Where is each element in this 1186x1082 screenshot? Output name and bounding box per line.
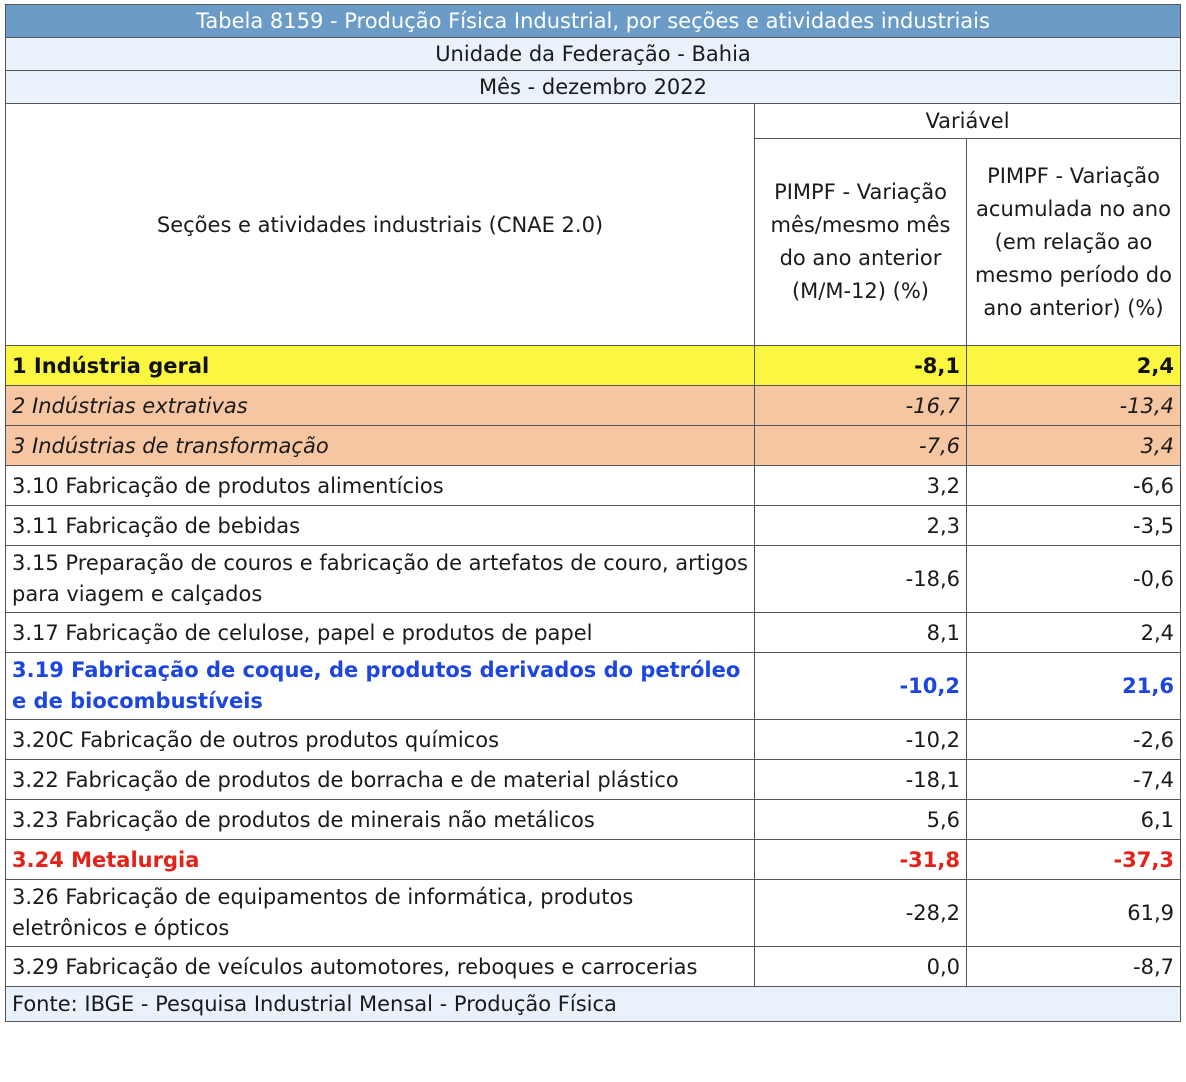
col2-header: PIMPF - Variação acumulada no ano (em relação ao mesmo período do ano anterior) (%) [967,139,1181,346]
row-value-m12: -18,1 [755,760,967,800]
row-value-m12: -18,6 [755,546,967,613]
row-label: 3.22 Fabricação de produtos de borracha e de material plástico [6,760,755,800]
row-label: 3.26 Fabricação de equipamentos de informática, produtos eletrônicos e ópticos [6,880,755,947]
row-value-acum: -3,5 [967,506,1181,546]
row-value-m12: -7,6 [755,426,967,466]
row-value-acum: 6,1 [967,800,1181,840]
table-row [6,947,1181,987]
table-row [6,880,1181,947]
row-header: Seções e atividades industriais (CNAE 2.0) [6,104,755,346]
month-row [6,71,1181,104]
table-row [6,546,1181,613]
table-row [6,346,1181,386]
row-label: 3.11 Fabricação de bebidas [6,506,755,546]
table-title: Tabela 8159 - Produção Física Industrial, por seções e atividades industriais [6,5,1181,38]
table-row [6,720,1181,760]
row-value-m12: -10,2 [755,653,967,720]
row-value-acum: -7,4 [967,760,1181,800]
row-value-acum: -37,3 [967,840,1181,880]
row-value-m12: 0,0 [755,947,967,987]
row-value-m12: 8,1 [755,613,967,653]
table-row [6,386,1181,426]
row-value-acum: 21,6 [967,653,1181,720]
row-value-acum: -6,6 [967,466,1181,506]
row-label: 1 Indústria geral [6,346,755,386]
row-value-acum: -8,7 [967,947,1181,987]
data-table [5,4,1181,1022]
row-label: 3.10 Fabricação de produtos alimentícios [6,466,755,506]
row-label: 3.17 Fabricação de celulose, papel e produtos de papel [6,613,755,653]
table-row [6,613,1181,653]
row-value-acum: 61,9 [967,880,1181,947]
row-label: 2 Indústrias extrativas [6,386,755,426]
row-value-acum: -0,6 [967,546,1181,613]
row-value-acum: 3,4 [967,426,1181,466]
source-note: Fonte: IBGE - Pesquisa Industrial Mensal - Produção Física [6,987,1181,1022]
row-value-m12: -8,1 [755,346,967,386]
title-row [6,5,1181,38]
table-row [6,840,1181,880]
table-row [6,426,1181,466]
month-label: Mês - dezembro 2022 [6,71,1181,104]
row-value-acum: -2,6 [967,720,1181,760]
row-label: 3.20C Fabricação de outros produtos químicos [6,720,755,760]
row-value-m12: -28,2 [755,880,967,947]
row-label: 3.23 Fabricação de produtos de minerais não metálicos [6,800,755,840]
row-label: 3.24 Metalurgia [6,840,755,880]
row-label: 3.19 Fabricação de coque, de produtos derivados do petróleo e de biocombustíveis [6,653,755,720]
row-value-acum: 2,4 [967,346,1181,386]
data-table-container [5,4,1180,1022]
table-row [6,760,1181,800]
row-label: 3.29 Fabricação de veículos automotores, reboques e carrocerias [6,947,755,987]
row-value-m12: 2,3 [755,506,967,546]
row-value-m12: -10,2 [755,720,967,760]
row-label: 3 Indústrias de transformação [6,426,755,466]
row-value-m12: -31,8 [755,840,967,880]
table-row [6,466,1181,506]
col1-header: PIMPF - Variação mês/mesmo mês do ano anterior (M/M-12) (%) [755,139,967,346]
row-value-m12: 5,6 [755,800,967,840]
table-row [6,506,1181,546]
row-value-m12: 3,2 [755,466,967,506]
table-row [6,800,1181,840]
table-row [6,653,1181,720]
uf-row [6,38,1181,71]
uf-label: Unidade da Federação - Bahia [6,38,1181,71]
row-value-acum: 2,4 [967,613,1181,653]
variable-header: Variável [755,104,1181,139]
row-value-m12: -16,7 [755,386,967,426]
row-label: 3.15 Preparação de couros e fabricação de artefatos de couro, artigos para viagem e calçados [6,546,755,613]
footer-row [6,987,1181,1022]
row-value-acum: -13,4 [967,386,1181,426]
variable-row [6,104,1181,139]
